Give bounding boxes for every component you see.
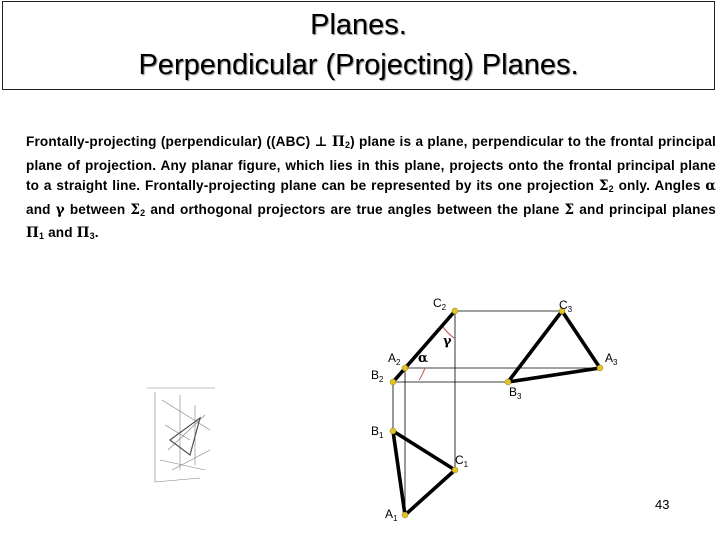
triangle-abc-1 (393, 431, 455, 515)
triangle-abc-3 (508, 311, 600, 382)
sketch-line (155, 478, 200, 482)
label-c3: $C_3$ (559, 298, 573, 314)
sigma-symbol: Σ (130, 201, 141, 218)
sketch-line (160, 460, 205, 470)
label-b2: $B_2$ (371, 368, 384, 384)
text-part: between (64, 201, 131, 217)
sigma-symbol: Σ (598, 178, 609, 194)
alpha-symbol: α (705, 178, 716, 194)
label-a1: $A_1$ (385, 507, 398, 523)
point-a3 (597, 365, 603, 371)
sketch-line (162, 400, 210, 430)
slide-title-line-2: Perpendicular (Projecting) Planes. (138, 49, 579, 81)
text-part: Frontally-projecting (perpendicular) ((ABC) (26, 134, 315, 149)
label-c1: $C_1$ (455, 453, 469, 469)
point-b1 (390, 428, 396, 434)
label-c2: $C_2$ (433, 296, 447, 312)
text-part: and orthogonal projectors are true angles between the plane (145, 201, 565, 217)
pi-subscript: 2 (344, 140, 351, 150)
perpendicular-symbol: ⊥ (314, 134, 328, 150)
alpha-arc (419, 368, 425, 380)
pi-subscript: 1 (39, 231, 45, 241)
slide-title-line-1: Planes. (310, 9, 407, 41)
pi-symbol: Π (76, 225, 90, 241)
text-part: and (44, 225, 77, 240)
points (390, 308, 603, 518)
pi-subscript: 3 (89, 231, 95, 241)
sketch-triangle (170, 418, 200, 455)
sigma-symbol: Σ (564, 201, 575, 218)
construction-lines (393, 311, 600, 515)
gamma-symbol: γ (55, 201, 65, 218)
text-part: ) plane is a plane, perpendicular to the frontal principal plane of projection. Any planar figure, which lies in this plane, projects onto the frontal principal plane to a straight line. Frontally-projecting plane can be represented by its one projection (26, 134, 716, 193)
label-gamma: γ (443, 334, 452, 349)
label-b1: $B_1$ (371, 424, 384, 440)
labels (371, 296, 618, 523)
pi-symbol: Π (331, 134, 345, 150)
point-c1 (452, 467, 458, 473)
object-lines (393, 311, 600, 515)
page-number: 43 (655, 497, 670, 512)
point-c2 (452, 308, 458, 314)
text-part: and principal planes (574, 201, 716, 217)
pi-symbol: Π (26, 225, 39, 241)
thumbnail-sketch (147, 388, 215, 482)
label-a2: $A_2$ (388, 351, 401, 367)
text-part: . (94, 225, 99, 240)
point-b2 (390, 379, 396, 385)
text-part: only. Angles (613, 178, 706, 193)
point-a1 (402, 512, 408, 518)
label-alpha: α (418, 351, 429, 366)
text-part: and (26, 201, 56, 217)
sigma-subscript: 2 (608, 184, 614, 194)
label-b3: $B_3$ (509, 385, 522, 401)
sigma-subscript: 2 (140, 207, 146, 218)
label-a3: $A_3$ (605, 351, 618, 367)
point-a2 (402, 365, 408, 371)
